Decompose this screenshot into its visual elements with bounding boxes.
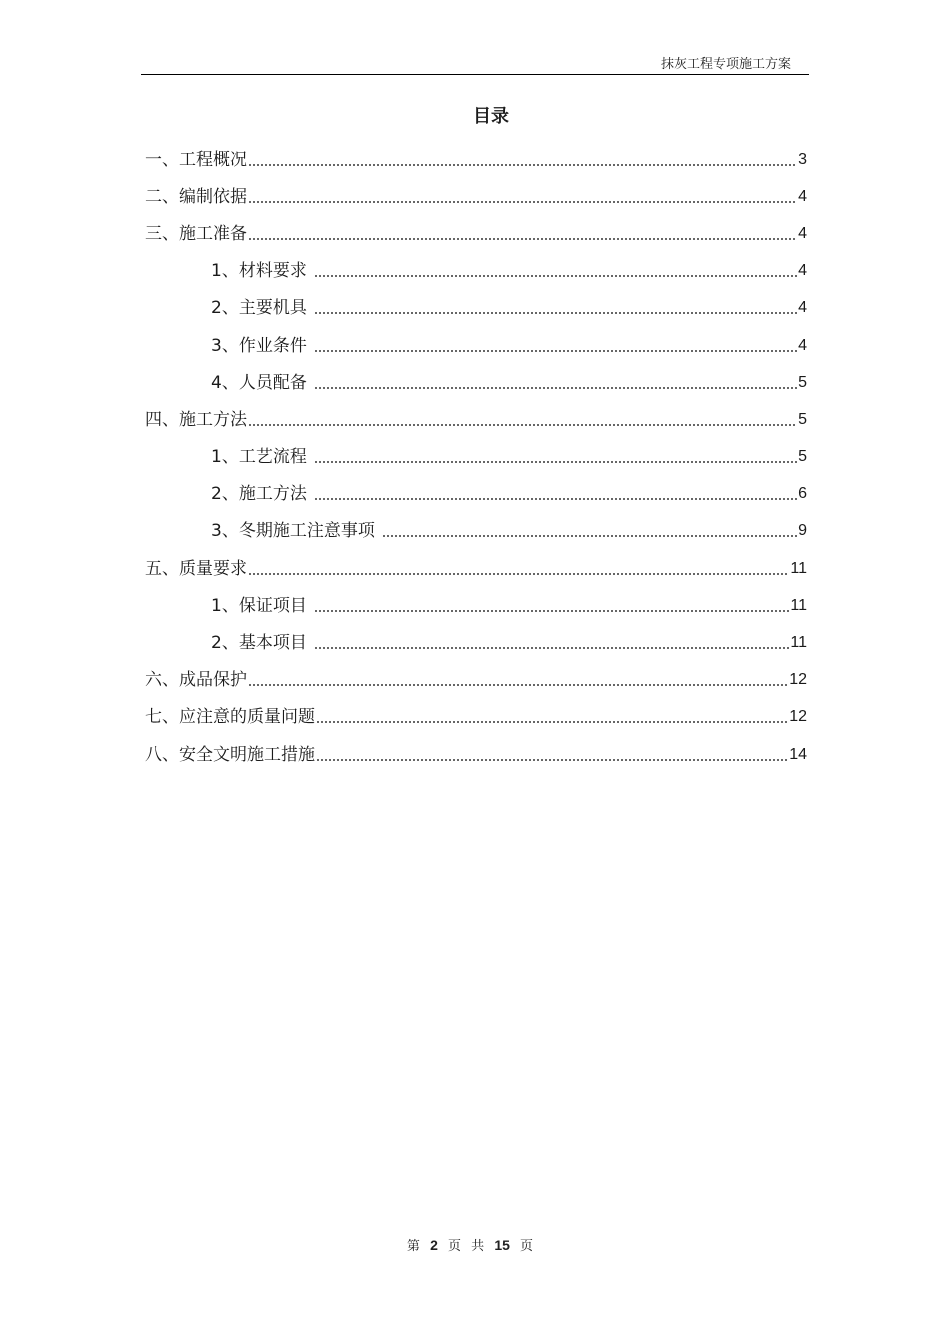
- toc-entry-title: 3、冬期施工注意事项: [211, 521, 375, 542]
- toc-entry[interactable]: [145, 513, 807, 550]
- toc-entry-page: 4: [798, 299, 807, 317]
- toc-entry-page: 9: [798, 522, 807, 540]
- table-of-contents: [145, 141, 807, 773]
- toc-dot-leader: [314, 275, 797, 277]
- toc-entry-title: 2、主要机具: [211, 298, 307, 319]
- toc-entry-page: 4: [798, 224, 807, 242]
- toc-dot-leader: [248, 424, 797, 426]
- toc-dot-leader: [314, 461, 797, 463]
- toc-entry-title: 1、材料要求: [211, 261, 307, 282]
- toc-dot-leader: [314, 312, 797, 314]
- toc-dot-leader: [248, 164, 797, 166]
- header-title: 抹灰工程专项施工方案: [660, 57, 791, 72]
- toc-entry[interactable]: [145, 550, 807, 587]
- toc-entry[interactable]: [145, 290, 807, 327]
- footer-prefix: 第: [406, 1239, 420, 1254]
- toc-entry-title: 1、工艺流程: [211, 447, 307, 468]
- toc-dot-leader: [316, 759, 788, 761]
- toc-entry-page: 4: [798, 336, 807, 354]
- toc-entry[interactable]: [145, 253, 807, 290]
- toc-entry-page: 11: [790, 596, 807, 614]
- toc-entry[interactable]: [145, 736, 807, 773]
- toc-entry[interactable]: [145, 699, 807, 736]
- footer-suffix: 页: [520, 1239, 534, 1254]
- page-footer: [0, 1236, 940, 1256]
- toc-dot-leader: [314, 498, 797, 500]
- footer-page-word: 页: [448, 1239, 462, 1254]
- toc-entry-page: 5: [798, 410, 807, 428]
- toc-entry-title: 一、工程概况: [145, 149, 247, 170]
- toc-title: 目录: [473, 106, 509, 127]
- toc-entry-title: 2、基本项目: [211, 633, 307, 654]
- toc-entry-page: 12: [789, 671, 807, 689]
- toc-entry[interactable]: [145, 476, 807, 513]
- toc-entry[interactable]: [145, 141, 807, 178]
- toc-entry-page: 11: [790, 634, 807, 652]
- toc-entry[interactable]: [145, 587, 807, 624]
- toc-entry[interactable]: [145, 327, 807, 364]
- toc-dot-leader: [314, 350, 797, 352]
- footer-current-page: 2: [430, 1237, 438, 1253]
- toc-entry[interactable]: [145, 178, 807, 215]
- toc-entry-title: 五、质量要求: [145, 558, 247, 579]
- toc-dot-leader: [248, 201, 797, 203]
- toc-entry-title: 1、保证项目: [211, 595, 307, 616]
- footer-total-word: 共: [471, 1239, 485, 1254]
- toc-entry-page: 6: [798, 485, 807, 503]
- toc-entry-page: 4: [798, 262, 807, 280]
- toc-entry[interactable]: [145, 624, 807, 661]
- toc-entry-title: 七、应注意的质量问题: [145, 707, 315, 728]
- toc-entry[interactable]: [145, 439, 807, 476]
- toc-dot-leader: [314, 610, 790, 612]
- toc-entry-page: 12: [789, 708, 807, 726]
- toc-entry-page: 11: [790, 559, 807, 577]
- toc-entry-page: 14: [789, 745, 807, 763]
- toc-entry-page: 5: [798, 373, 807, 391]
- toc-entry[interactable]: [145, 401, 807, 438]
- toc-entry-title: 3、作业条件: [211, 335, 307, 356]
- toc-dot-leader: [382, 535, 797, 537]
- toc-entry-page: 5: [798, 448, 807, 466]
- toc-dot-leader: [248, 573, 789, 575]
- toc-entry-page: 3: [798, 150, 807, 168]
- toc-entry-title: 八、安全文明施工措施: [145, 744, 315, 765]
- toc-entry-title: 2、施工方法: [211, 484, 307, 505]
- toc-entry[interactable]: [145, 364, 807, 401]
- page-header: [141, 56, 809, 75]
- toc-dot-leader: [248, 684, 788, 686]
- toc-entry-title: 六、成品保护: [145, 670, 247, 691]
- toc-dot-leader: [314, 387, 797, 389]
- toc-entry-title: 4、人员配备: [211, 372, 307, 393]
- toc-entry-page: 4: [798, 187, 807, 205]
- toc-entry-title: 二、编制依据: [145, 186, 247, 207]
- toc-dot-leader: [316, 721, 788, 723]
- footer-total-pages: 15: [494, 1237, 510, 1253]
- toc-entry-title: 三、施工准备: [145, 223, 247, 244]
- toc-entry-title: 四、施工方法: [145, 409, 247, 430]
- toc-dot-leader: [248, 238, 797, 240]
- toc-entry[interactable]: [145, 215, 807, 252]
- toc-dot-leader: [314, 647, 790, 649]
- toc-entry[interactable]: [145, 662, 807, 699]
